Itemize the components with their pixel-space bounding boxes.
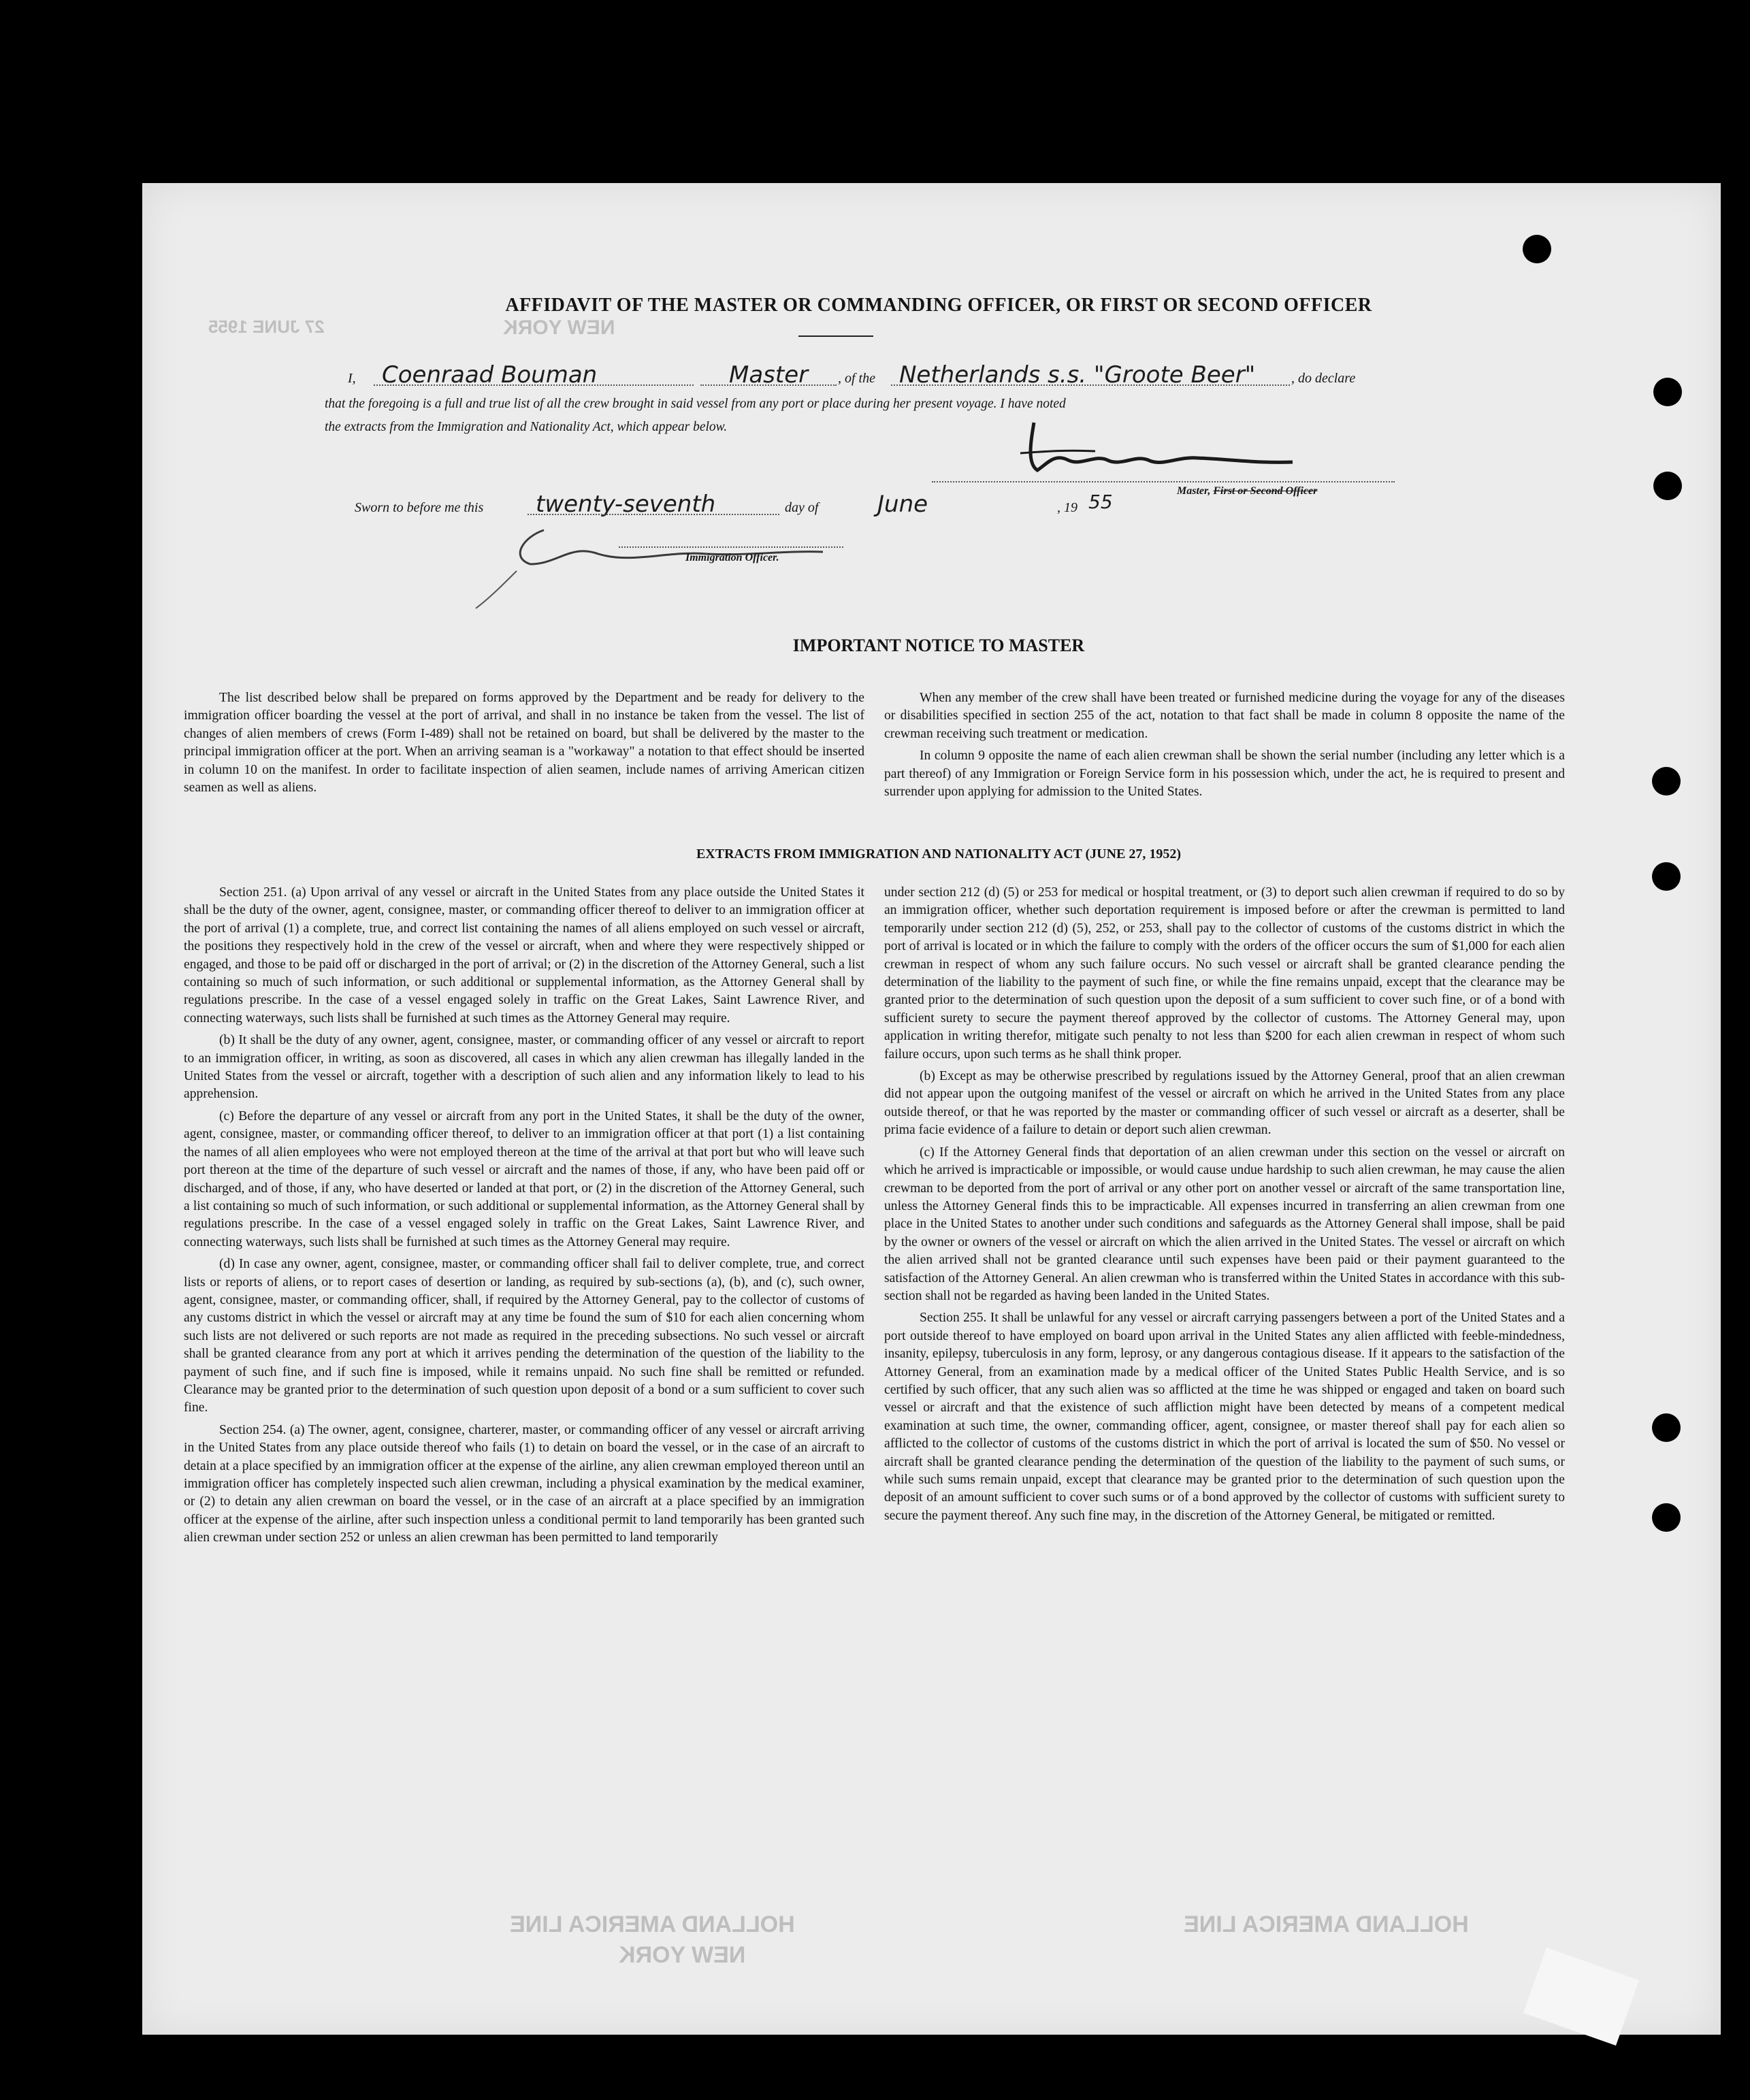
notice-paragraph: When any member of the crew shall have been treated or furnished medicine during the voyage for any of the diseases or disabilities specified in section 255 of the act, notation to that fact shall be made in column 8 opposite the name of the crewman receiving such treatment or medication. bbox=[884, 691, 1565, 741]
sworn-day: twenty-seventh bbox=[536, 491, 716, 518]
section-paragraph: Section 254. (a) The owner, agent, consignee, charterer, master, or commanding officer of any vessel or aircraft arriving in the United States from any place outside thereof who fails (1) to detain on board the vessel, or in the case of an aircraft to detain at a place specified by an immigration officer at the expense of the airline, any alien crewman employed thereon until an immigration officer has completely inspected such alien crewman, including a physical examination by the medical examiner, or (2) to detain any alien crewman on board the vessel, or in the case of an aircraft at a place specified by an immigration officer at the expense of the airline, after such inspection unless a conditional permit to land temporarily has been granted such alien crewman under section 252 or unless an alien crewman has been permitted to land temporarily bbox=[184, 1422, 864, 1545]
binder-hole bbox=[1652, 1413, 1681, 1442]
extracts-right-column bbox=[884, 884, 1565, 1529]
section-paragraph: (b) It shall be the duty of any owner, agent, consignee, master, or commanding officer of any vessel or aircraft to report to an immigration officer, in writing, as soon as discovered, all cases in which any alien crewman has illegally landed in the United States from the vessel or aircraft, together with a description of such alien and any information likely to lead to his apprehension. bbox=[184, 1033, 864, 1102]
section-paragraph: (c) Before the departure of any vessel or aircraft from any port in the United States, it shall be the duty of the owner, agent, consignee, master, or commanding officer thereof, to deliver to an immigration officer at that port (1) a list containing the names of all alien employees who were not employed thereon at the time of the arrival at that port but who will leave such port thereon at the time of the departure of such vessel or aircraft and the names of those, if any, who have been paid off or discharged, and of those, if any, who have deserted or landed at that port, or (2) in the discretion of the Attorney General, such a list containing so much of such information, or such additional or supplemental information, as the Attorney General shall by regulations prescribe. In the case of a vessel engaged solely in traffic on the Great Lakes, Saint Lawrence River, and connecting waterways, such lists shall be furnished at such times as the Attorney General may require. bbox=[184, 1109, 864, 1249]
bleed-stamp-date: 27 JUNE 1955 bbox=[208, 316, 325, 337]
sworn-prefix: Sworn to before me this bbox=[355, 500, 484, 515]
binder-hole bbox=[1652, 862, 1681, 891]
binder-hole bbox=[1652, 767, 1681, 795]
bleed-stamp-newyork: NEW YORK bbox=[503, 316, 615, 339]
extracts-title: EXTRACTS FROM IMMIGRATION AND NATIONALITY ACT (JUNE 27, 1952) bbox=[696, 847, 1182, 862]
sworn-year: 55 bbox=[1088, 491, 1113, 513]
officer-signature-line bbox=[619, 546, 843, 548]
officer-signature bbox=[462, 516, 843, 612]
sworn-year-prefix: , 19 bbox=[1057, 500, 1077, 515]
title-rule bbox=[798, 335, 873, 337]
binder-hole bbox=[1652, 1503, 1681, 1532]
binder-hole bbox=[1653, 472, 1682, 500]
bleed-stamp-hal-right: HOLLAND AMERICA LINE bbox=[1184, 1912, 1469, 1937]
master-rank: Master bbox=[729, 361, 809, 389]
vessel-name: Netherlands s.s. "Groote Beer" bbox=[899, 361, 1256, 389]
section-paragraph: Section 255. It shall be unlawful for any vessel or aircraft carrying passengers between a port of the United States and a port outside thereof to have employed on board upon arrival in the United States any alien afflicted with feeble-mindedness, insanity, epilepsy, tuberculosis in any form, leprosy, or any dangerous contagious disease. If it appears to the satisfaction of the Attorney General, from an examination made by a medical officer of the United States Public Health Service, and is so certified by such officer, that any such alien was so afflicted at the time he was shipped or engaged and taken on board such vessel or aircraft and that the existence of such affliction might have been detected by means of a competent medical examination at such time, the owner, commanding officer, agent, consignee, or master thereof shall pay for each alien so afflicted to the collector of customs of the customs district in which the port of arrival is located the sum of $50. No vessel or aircraft shall be granted clearance pending the determination of the question of the liability to the payment of such sums, or while such sums remain unpaid, except that clearance may be granted prior to the determination of such question upon the deposit of an amount sufficient to cover such sums or of a bond approved by the collector of customs with sufficient surety to secure the payment thereof. Any such fine may, in the discretion of the Attorney General, be mitigated or remitted. bbox=[884, 1311, 1565, 1523]
decl-prefix: I, bbox=[348, 371, 356, 386]
decl-of-the: , of the bbox=[838, 371, 875, 386]
master-signature-line bbox=[932, 481, 1395, 482]
master-label: Master, bbox=[1177, 485, 1211, 497]
decl-line-2: that the foregoing is a full and true list of all the crew brought in said vessel from any port or place during her present voyage. I have noted bbox=[325, 397, 1066, 411]
notice-paragraph: In column 9 opposite the name of each alien crewman shall be shown the serial number (including any letter which is a part thereof) of any Immigration or Foreign Service form in his possession which, under the act, he is required to present and surrender upon applying for admission to the United States. bbox=[884, 749, 1565, 800]
bleed-stamp-hal-left: HOLLAND AMERICA LINE bbox=[510, 1912, 795, 1937]
notice-paragraph: The list described below shall be prepared on forms approved by the Department and be ready for delivery to the immigration officer boarding the vessel at the port of arrival, and shall in no instance be taken from the vessel. The list of changes of alien members of crews (Form I-489) shall not be retained on board, but shall be delivered by the master to the principal immigration officer at the port. When an arriving seaman is a "workaway" a notation to that effect should be inserted in column 10 on the manifest. In order to facilitate inspection of alien seamen, include names of arriving American citizen seamen as well as aliens. bbox=[184, 691, 864, 795]
master-signature bbox=[1007, 416, 1361, 484]
master-name-line bbox=[374, 384, 694, 386]
section-paragraph: (b) Except as may be otherwise prescribed by regulations issued by the Attorney General, proof that an alien crewman did not appear upon the outgoing manifest of the vessel or aircraft on which he arrived in the United States from any place outside thereof, or that he was reported by the master or commanding officer of such vessel or aircraft as a deserter, shall be prima facie evidence of a failure to detain or deport such alien crewman. bbox=[884, 1069, 1565, 1138]
notice-left-column bbox=[184, 689, 864, 801]
officer-label: Immigration Officer. bbox=[685, 552, 779, 563]
sworn-day-of: day of bbox=[785, 500, 819, 515]
section-paragraph: (c) If the Attorney General finds that deportation of an alien crewman under this section on the vessel or aircraft on which he arrived is impracticable or impossible, or would cause undue hardship to such alien crewman, he may cause the alien crewman to be deported from the port of arrival or any other port on another vessel or aircraft of the same transportation line, unless the Attorney General finds this to be impracticable. All expenses incurred in transferring an alien crewman from one place in the United States to another under such conditions and safeguards as the Attorney General shall impose, shall be paid by the owner or owners of the vessel or aircraft on which the alien arrived in the United States. The vessel or aircraft on which the alien arrived shall not be granted clearance until such expenses have been paid or their payment guaranteed to the satisfaction of the Attorney General. An alien crewman who is transferred within the United States in accordance with this sub-section shall not be regarded as having been landed in the United States. bbox=[884, 1145, 1565, 1303]
document-page bbox=[142, 183, 1721, 2035]
decl-do-declare: , do declare bbox=[1291, 371, 1356, 386]
binder-hole bbox=[1653, 378, 1682, 406]
notice-title: IMPORTANT NOTICE TO MASTER bbox=[792, 636, 1085, 655]
notice-right-column bbox=[884, 689, 1565, 805]
extracts-left-column bbox=[184, 884, 864, 1552]
sworn-day-line bbox=[528, 514, 779, 515]
bleed-stamp-newyork-bottom: NEW YORK bbox=[619, 1942, 746, 1968]
struck-officer-label: First or Second Officer bbox=[1213, 485, 1318, 497]
binder-hole bbox=[1523, 235, 1551, 263]
master-signature-label bbox=[1177, 485, 1317, 497]
section-paragraph: (d) In case any owner, agent, consignee, master, or commanding officer shall fail to deliver complete, true, and correct lists or reports of aliens, or to report cases of desertion or landing, as required by sub-sections (a), (b), and (c), such owner, agent, consignee, master, or commanding officer, shall, if required by the Attorney General, pay to the collector of customs of any customs district in which the vessel or aircraft may at any time be found the sum of $10 for each alien concerning whom such lists are not delivered or such reports are not made as required in the preceding subsections. No such vessel or aircraft shall be granted clearance from any port at which it arrives pending the determination of the question of the liability to the payment of such fine, and if such fine is imposed, while it remains unpaid. No such fine shall be remitted or refunded. Clearance may be granted prior to the determination of such question upon deposit of a bond or a sum sufficient to cover such fine. bbox=[184, 1257, 864, 1415]
sworn-month: June bbox=[877, 491, 928, 518]
vessel-line bbox=[891, 384, 1290, 386]
section-paragraph-continued: under section 212 (d) (5) or 253 for medical or hospital treatment, or (3) to deport such alien crewman if required to do so by an immigration officer, whether such deportation requirement is imposed before or after the crewman is permitted to land temporarily under section 212 (d) (5), 252, or 253, shall pay to the collector of customs of the customs district in which the port of arrival is located or in which the failure to comply with the orders of the officer occurs the sum of $1,000 for each alien crewman in respect of whom any such failure occurs. No such vessel or aircraft shall be granted clearance pending the determination of the liability to the payment of such fine, or while the fine remains unpaid, except that the clearance may be granted prior to the determination of such question upon the deposit of a sum sufficient to cover such fine, or of a bond with sufficient surety to secure the payment thereof approved by the collector of customs. The Attorney General may, upon application in writing therefor, mitigate such penalty to not less than $200 for each alien crewman in respect of whom such failure occurs, upon such terms as he shall think proper. bbox=[884, 885, 1565, 1062]
affidavit-title: AFFIDAVIT OF THE MASTER OR COMMANDING OFFICER, OR FIRST OR SECOND OFFICER bbox=[505, 295, 1372, 316]
master-name: Coenraad Bouman bbox=[382, 361, 598, 389]
section-paragraph: Section 251. (a) Upon arrival of any vessel or aircraft in the United States from any place outside the United States it shall be the duty of the owner, agent, consignee, master, or commanding officer thereof to deliver to an immigration officer at the port of arrival (1) a complete, true, and correct list containing the names of all aliens employed on such vessel or aircraft, the positions they respectively hold in the crew of the vessel or aircraft, when and where they were respectively shipped or engaged, and those to be paid off or discharged in the port of arrival; or (2) in the discretion of the Attorney General, such a list containing so much of such information, or such additional or supplemental information, as the Attorney General shall by regulations prescribe. In the case of a vessel engaged solely in traffic on the Great Lakes, Saint Lawrence River, and connecting waterways, such lists shall be furnished at such times as the Attorney General may require. bbox=[184, 885, 864, 1026]
decl-line-3: the extracts from the Immigration and Nationality Act, which appear below. bbox=[325, 420, 728, 434]
rank-line bbox=[700, 384, 837, 386]
